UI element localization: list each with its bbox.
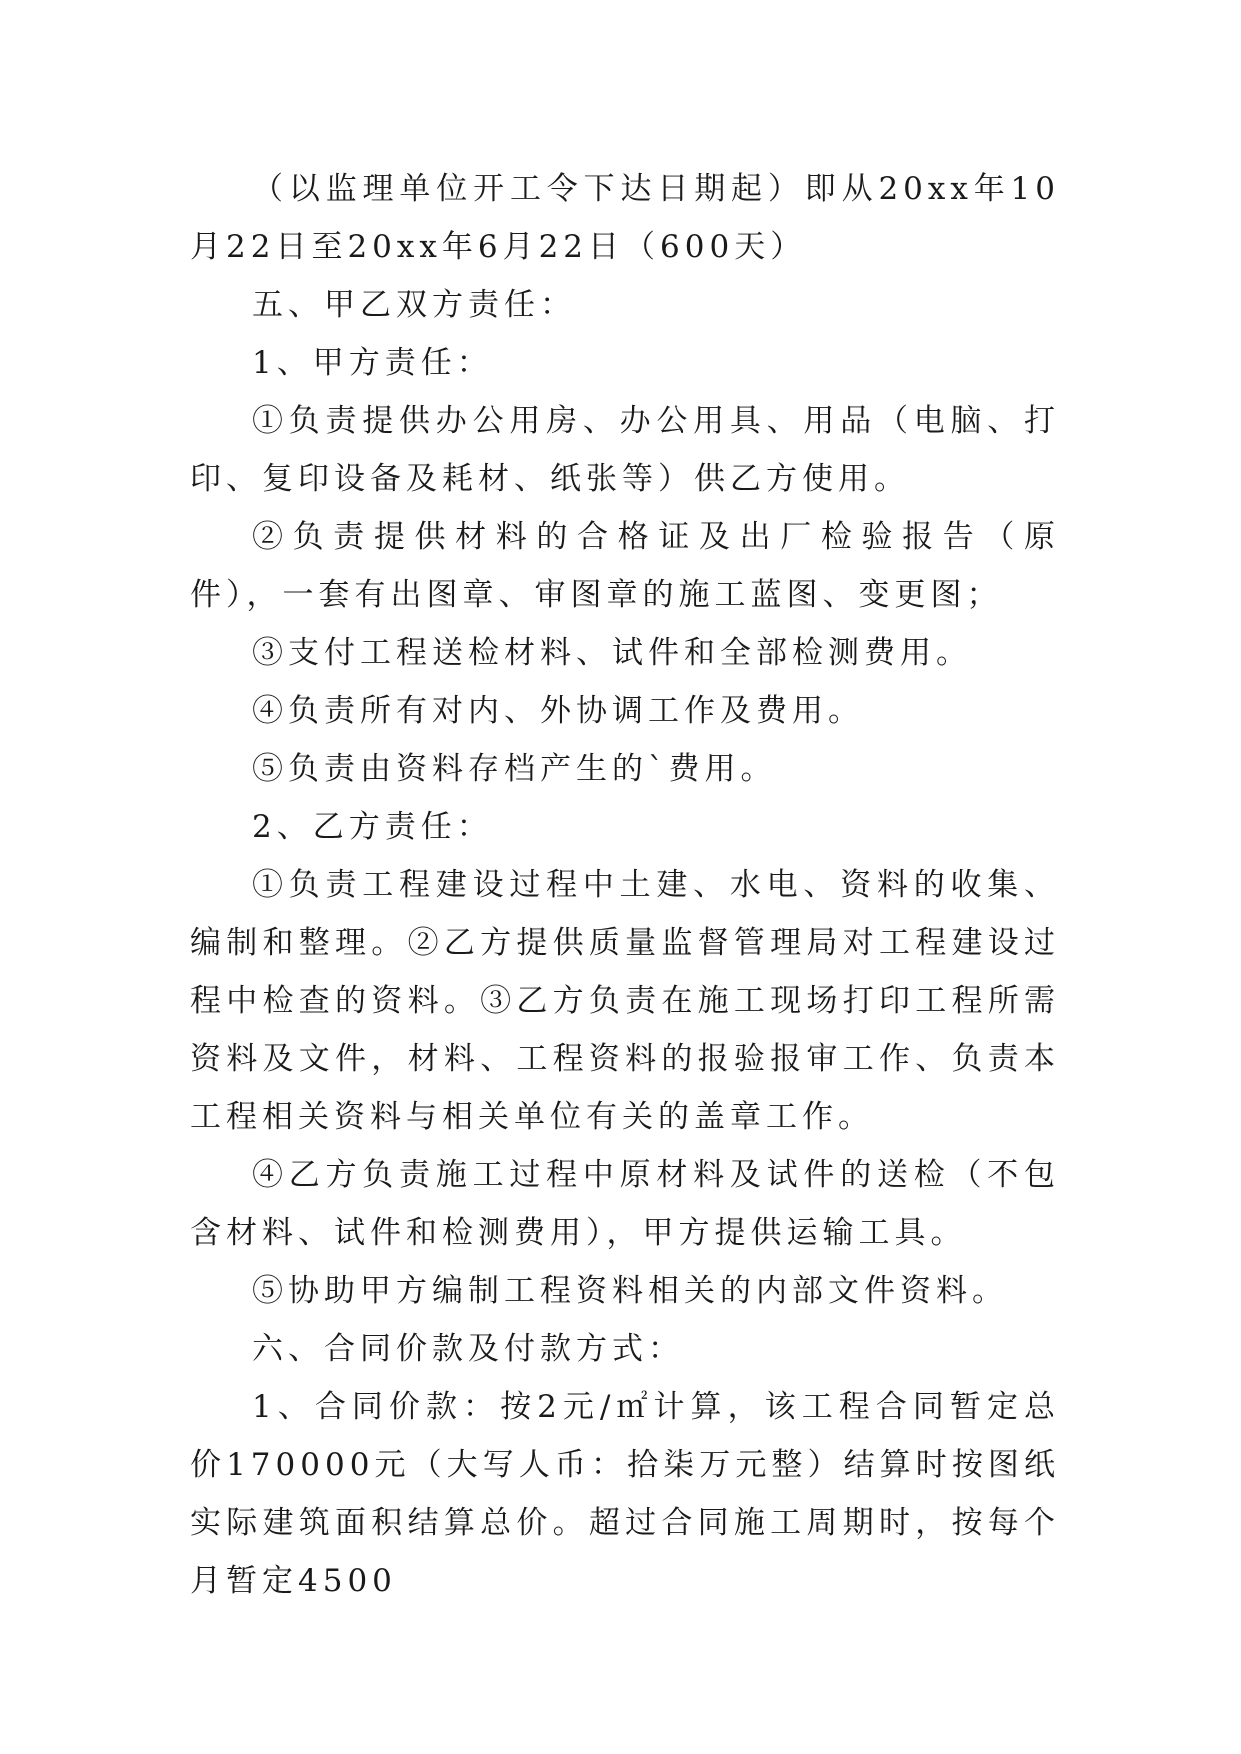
heading-section-six: 六、合同价款及付款方式： (252, 1331, 684, 1367)
party-a-item-4: ④负责所有对内、外协调工作及费用。 (252, 693, 864, 729)
contract-price-paragraph: 1、合同价款：按2元/㎡计算，该工程合同暂定总价170000元（大写人币：拾柒万元整）结算时按图纸实际建筑面积结算总价。超过合同施工周期时，按每个月暂定4500 (190, 1389, 1060, 1599)
party-b-items-1-3: ①负责工程建设过程中土建、水电、资料的收集、编制和整理。②乙方提供质量监督管理局对工程建设过程中检查的资料。③乙方负责在施工现场打印工程所需资料及文件，材料、工程资料的报验报审工作、负责本工程相关资料与相关单位有关的盖章工作。 (190, 867, 1060, 1135)
document-body (190, 160, 1060, 1610)
party-a-item-1: ①负责提供办公用房、办公用具、用品（电脑、打印、复印设备及耗材、纸张等）供乙方使用。 (190, 403, 1060, 497)
party-b-item-5: ⑤协助甲方编制工程资料相关的内部文件资料。 (252, 1273, 1008, 1309)
party-a-item-5: ⑤负责由资料存档产生的`费用。 (252, 751, 777, 787)
party-b-item-4: ④乙方负责施工过程中原材料及试件的送检（不包含材料、试件和检测费用），甲方提供运输工具。 (190, 1157, 1060, 1251)
heading-section-five: 五、甲乙双方责任： (252, 287, 576, 323)
paragraph-construction-period: （以监理单位开工令下达日期起）即从20xx年10月22日至20xx年6月22日（600天） (190, 171, 1060, 265)
heading-party-b-duties: 2、乙方责任： (252, 809, 493, 845)
party-a-item-3: ③支付工程送检材料、试件和全部检测费用。 (252, 635, 972, 671)
heading-party-a-duties: 1、甲方责任： (252, 345, 493, 381)
party-a-item-2: ②负责提供材料的合格证及出厂检验报告（原件），一套有出图章、审图章的施工蓝图、变更图； (190, 519, 1060, 613)
